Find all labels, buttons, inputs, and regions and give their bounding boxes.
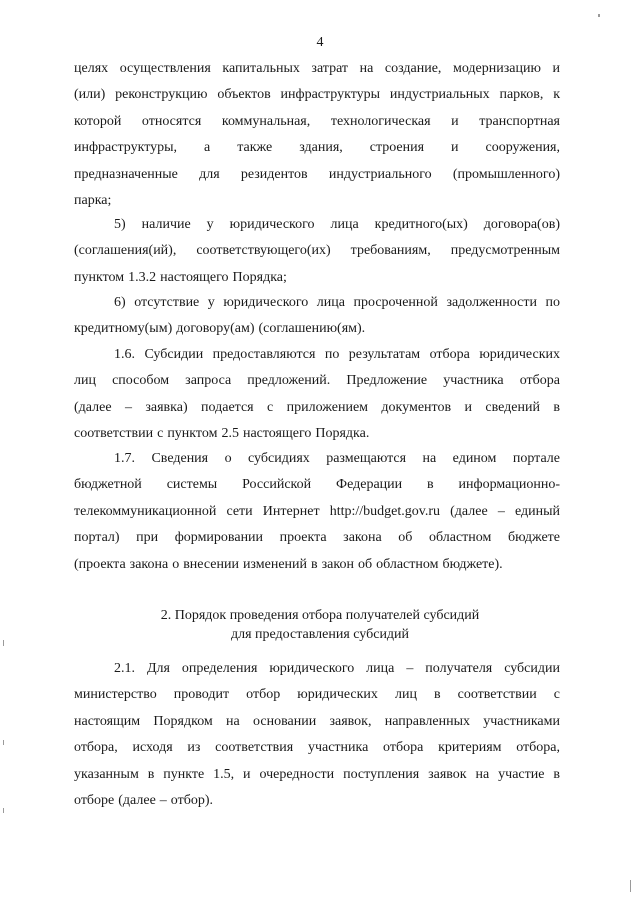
text-line: отборе (далее – отбор). bbox=[74, 793, 214, 809]
text-line: указанным в пункте 1.5, и очередности поступления заявок на участие в bbox=[74, 766, 560, 782]
scan-mark bbox=[3, 740, 4, 745]
text-line: 2.1. Для определения юридического лица – получателя субсидии bbox=[114, 661, 560, 676]
paragraph-continuation bbox=[74, 56, 560, 214]
text-line: (проекта закона о внесении изменений в закон об областном бюджете). bbox=[74, 556, 503, 572]
scan-mark bbox=[3, 808, 4, 813]
text-line: инфраструктуры, а также здания, строения и сооружения, bbox=[74, 140, 560, 156]
text-line: (соглашения(ий), соответствующего(их) требованиям, предусмотренным bbox=[74, 243, 560, 259]
text-line: лиц способом запроса предложений. Предложение участника отбора bbox=[74, 373, 560, 389]
text-line: портал) при формировании проекта закона об областном бюджете bbox=[74, 530, 560, 546]
text-line: министерство проводит отбор юридических лиц в соответствии с bbox=[74, 687, 560, 703]
text-line: соответствии с пунктом 2.5 настоящего Порядка. bbox=[74, 426, 370, 442]
text-line: бюджетной системы Российской Федерации в информационно- bbox=[74, 477, 560, 493]
paragraph-1-6 bbox=[74, 342, 560, 448]
text-line: (далее – заявка) подается с приложением документов и сведений в bbox=[74, 399, 560, 415]
text-line: которой относятся коммунальная, технологическая и транспортная bbox=[74, 113, 560, 129]
text-line: 6) отсутствие у юридического лица просроченной задолженности по bbox=[114, 295, 560, 310]
text-line: парка; bbox=[74, 193, 112, 209]
text-line: 5) наличие у юридического лица кредитного(ых) договора(ов) bbox=[114, 217, 560, 232]
text-line: 1.6. Субсидии предоставляются по результатам отбора юридических bbox=[114, 347, 560, 362]
paragraph-1-7 bbox=[74, 446, 560, 578]
text-line: (или) реконструкцию объектов инфраструктуры индустриальных парков, к bbox=[74, 87, 560, 103]
section-heading-line: для предоставления субсидий bbox=[230, 627, 410, 642]
section-heading bbox=[0, 606, 640, 644]
text-line: целях осуществления капитальных затрат на создание, модернизацию и bbox=[74, 61, 560, 76]
paragraph-item-6 bbox=[74, 290, 560, 343]
page-number: 4 bbox=[316, 35, 324, 50]
text-line: пунктом 1.3.2 настоящего Порядка; bbox=[74, 269, 287, 285]
text-line: 1.7. Сведения о субсидиях размещаются на едином портале bbox=[114, 451, 560, 466]
text-line: телекоммуникационной сети Интернет http://budget.gov.ru (далее – единый bbox=[74, 503, 560, 519]
text-line: предназначенные для резидентов индустриального (промышленного) bbox=[74, 166, 560, 182]
paragraph-item-5 bbox=[74, 212, 560, 291]
text-line: настоящим Порядком на основании заявок, направленных участниками bbox=[74, 713, 560, 729]
scan-mark bbox=[630, 880, 631, 892]
scan-mark bbox=[598, 14, 600, 17]
paragraph-2-1 bbox=[74, 656, 560, 814]
scan-mark bbox=[3, 640, 4, 646]
text-line: кредитному(ым) договору(ам) (соглашению(ям). bbox=[74, 321, 366, 337]
section-heading-line: 2. Порядок проведения отбора получателей субсидий bbox=[160, 608, 480, 623]
text-line: отбора, исходя из соответствия участника отбора критериям отбора, bbox=[74, 740, 560, 756]
